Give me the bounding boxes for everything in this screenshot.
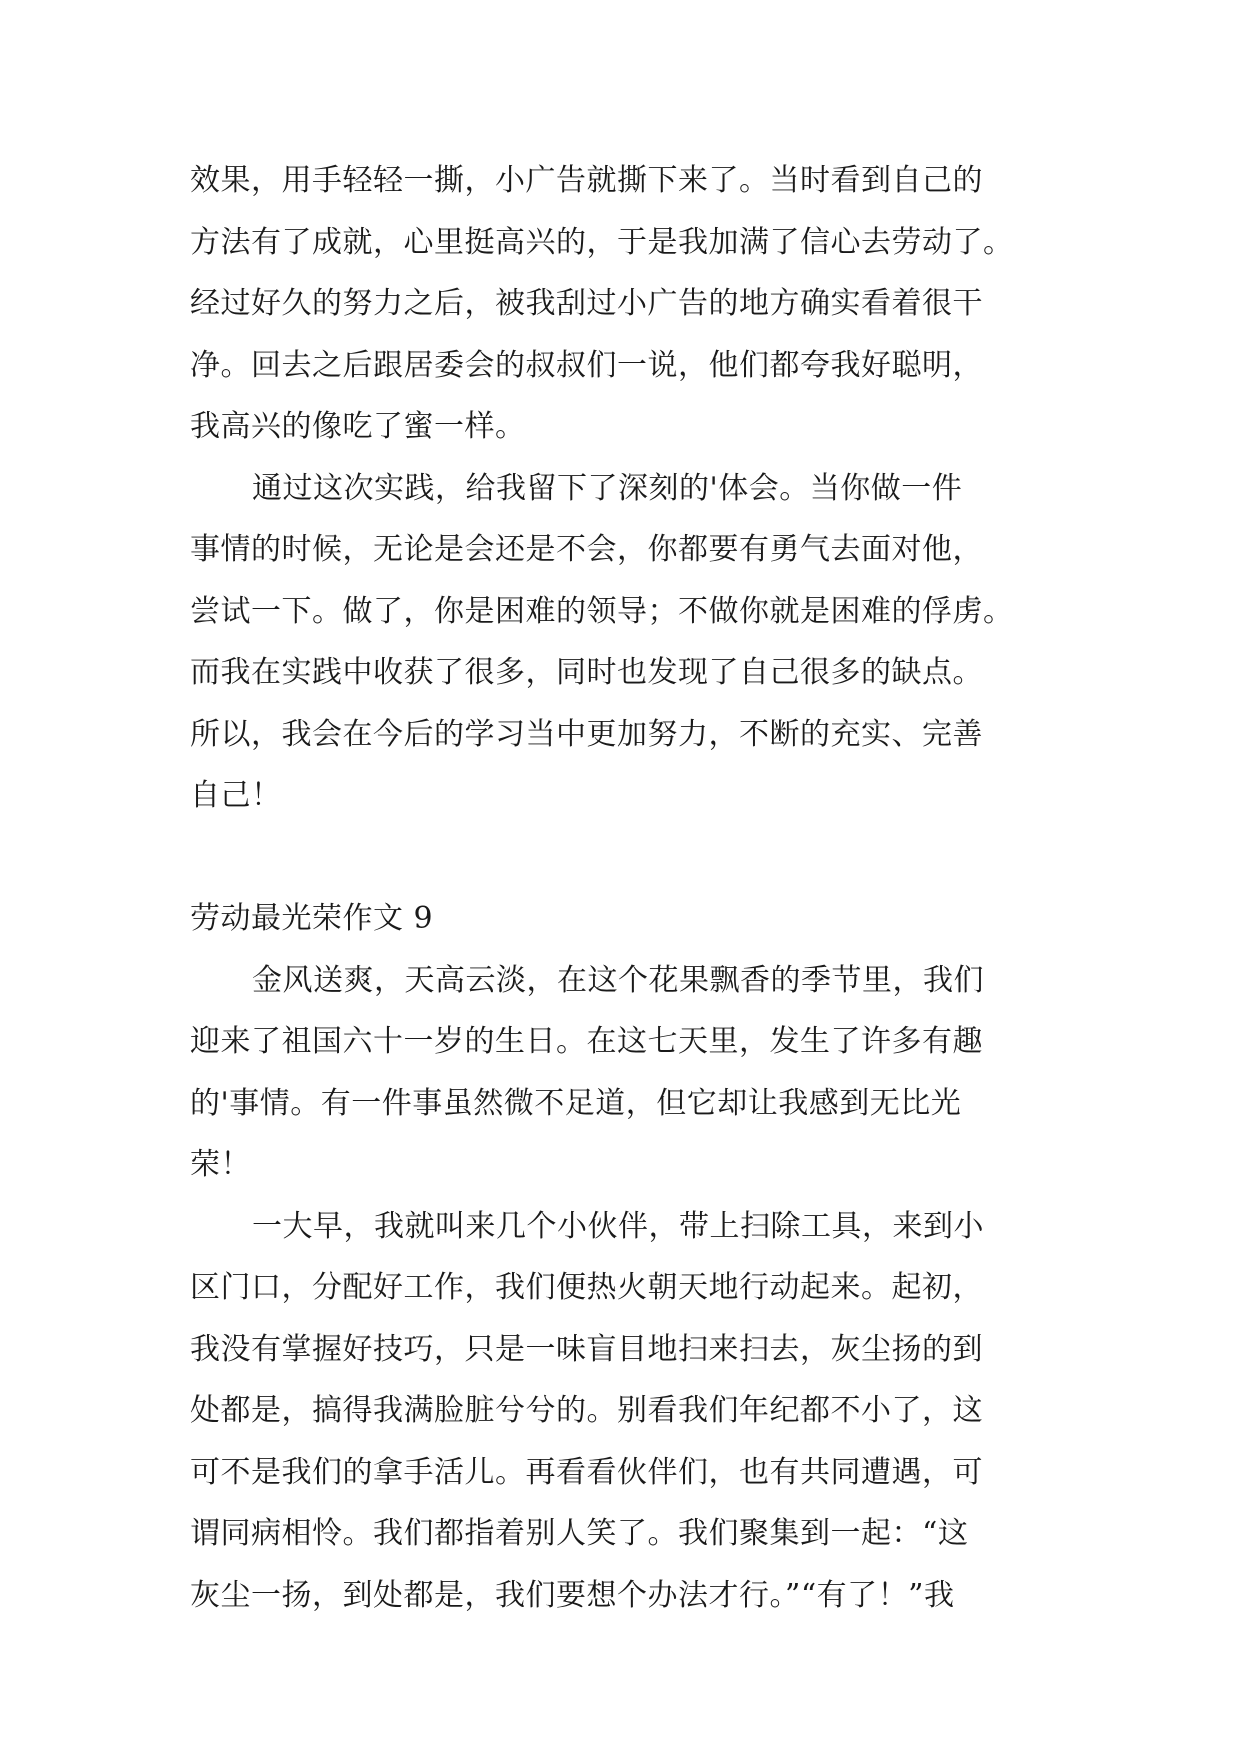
text-line: 灰尘一扬，到处都是，我们要想个办法才行。”“有了！”我 — [190, 1577, 955, 1613]
text-line: 而我在实践中收获了很多，同时也发现了自己很多的缺点。 — [190, 655, 983, 690]
text-line: 谓同病相怜。我们都指着别人笑了。我们聚集到一起：“这 — [190, 1516, 969, 1551]
paragraph-spacer — [190, 827, 1060, 889]
text-line: 处都是，搞得我满脸脏兮兮的。别看我们年纪都不小了，这 — [190, 1393, 983, 1428]
paragraph — [190, 458, 1060, 827]
text-line: 所以，我会在今后的学习当中更加努力，不断的充实、完善 — [190, 716, 983, 752]
text-line: 荣！ — [190, 1147, 251, 1182]
text-line: 可不是我们的拿手活儿。再看看伙伴们，也有共同遭遇，可 — [190, 1454, 983, 1490]
text-line: 我没有掌握好技巧，只是一味盲目地扫来扫去，灰尘扬的到 — [190, 1331, 983, 1367]
text-line: 尝试一下。做了，你是困难的领导；不做你就是困难的俘虏。 — [190, 593, 1014, 629]
section-heading: 劳动最光荣作文 9 — [190, 901, 434, 936]
text-line: 事情的时候，无论是会还是不会，你都要有勇气去面对他， — [190, 532, 983, 567]
text-line: 我高兴的像吃了蜜一样。 — [190, 409, 526, 444]
text-line: 方法有了成就，心里挺高兴的，于是我加满了信心去劳动了。 — [190, 224, 1014, 260]
text-line: 金风送爽，天高云淡，在这个花果飘香的季节里，我们 — [252, 962, 984, 998]
text-line: 效果，用手轻轻一撕，小广告就撕下来了。当时看到自己的 — [190, 163, 983, 198]
text-line: 经过好久的努力之后，被我刮过小广告的地方确实看着很干 — [190, 286, 983, 321]
text-line: 一大早，我就叫来几个小伙伴，带上扫除工具，来到小 — [252, 1208, 984, 1244]
document-body — [190, 150, 1060, 1626]
text-line: 迎来了祖国六十一岁的生日。在这七天里，发生了许多有趣 — [190, 1024, 983, 1059]
text-line: 通过这次实践，给我留下了深刻的'体会。当你做一件 — [252, 470, 963, 506]
paragraph — [190, 1196, 1060, 1627]
text-line: 的'事情。有一件事虽然微不足道，但它却让我感到无比光 — [190, 1085, 962, 1121]
text-line: 区门口，分配好工作，我们便热火朝天地行动起来。起初， — [190, 1270, 983, 1305]
paragraph — [190, 150, 1060, 458]
paragraph — [190, 950, 1060, 1196]
text-line: 净。回去之后跟居委会的叔叔们一说，他们都夸我好聪明， — [190, 347, 983, 383]
text-line: 自己！ — [190, 778, 282, 813]
